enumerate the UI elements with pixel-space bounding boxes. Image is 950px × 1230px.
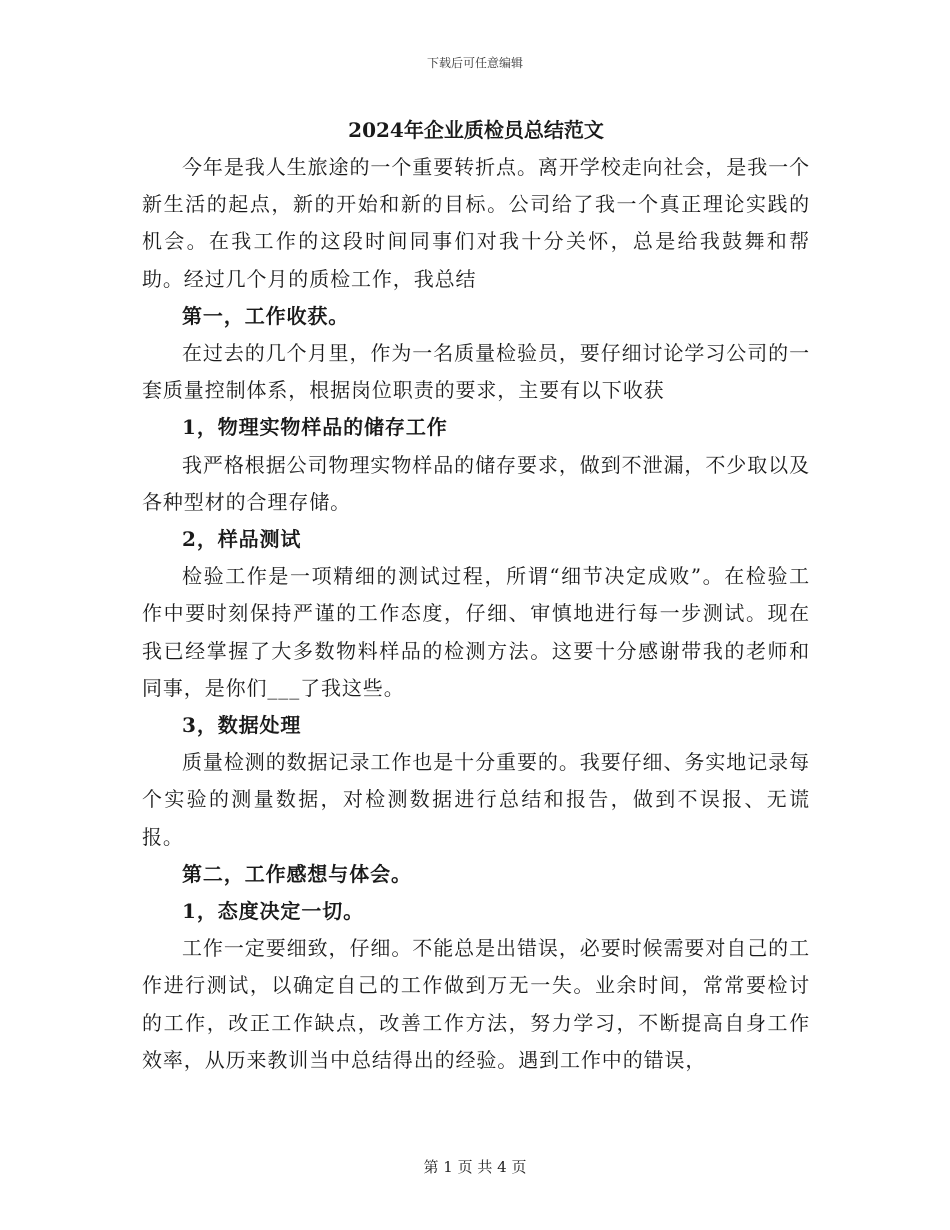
section-heading: 1，态度决定一切。 bbox=[182, 899, 365, 924]
body-paragraph: 今年是我人生旅途的一个重要转折点。离开学校走向社会，是我一个新生活的起点，新的开始和新的目标。公司给了我一个真正理论实践的机会。在我工作的这段时间同事们对我十分关怀，总是给我鼓舞和帮助。经过几个月的质检工作，我总结 bbox=[142, 155, 810, 291]
body-paragraph: 在过去的几个月里，作为一名质量检验员，要仔细讨论学习公司的一套质量控制体系，根据岗位职责的要求，主要有以下收获 bbox=[142, 341, 810, 403]
section-heading: 2，样品测试 bbox=[182, 527, 302, 552]
section-heading: 第二，工作感想与体会。 bbox=[182, 861, 412, 886]
body-paragraph: 工作一定要细致，仔细。不能总是出错误，必要时候需要对自己的工作进行测试，以确定自己的工作做到万无一失。业余时间，常常要检讨的工作，改正工作缺点，改善工作方法，努力学习，不断提高自身工作效率，从历来教训当中总结得出的经验。遇到工作中的错误， bbox=[142, 936, 810, 1072]
page-header: 下载后可任意编辑 bbox=[426, 56, 523, 70]
body-paragraph: 我严格根据公司物理实物样品的储存要求，做到不泄漏，不少取以及各种型材的合理存储。 bbox=[142, 452, 810, 514]
document-body bbox=[142, 112, 810, 1079]
document-title: 2024年企业质检员总结范文 bbox=[348, 118, 604, 142]
page-footer: 第 1 页 共 4 页 bbox=[423, 1158, 527, 1176]
section-heading: 1，物理实物样品的储存工作 bbox=[182, 415, 448, 440]
paragraph-list bbox=[142, 149, 810, 1079]
body-paragraph: 质量检测的数据记录工作也是十分重要的。我要仔细、务实地记录每个实验的测量数据，对检测数据进行总结和报告，做到不误报、无谎报。 bbox=[142, 750, 810, 849]
body-paragraph: 检验工作是一项精细的测试过程，所谓“细节决定成败”。在检验工作中要时刻保持严谨的工作态度，仔细、审慎地进行每一步测试。现在我已经掌握了大多数物料样品的检测方法。这要十分感谢带我的老师和同事，是你们___了我这些。 bbox=[142, 564, 810, 700]
section-heading: 3，数据处理 bbox=[182, 713, 302, 738]
section-heading: 第一，工作收获。 bbox=[182, 303, 350, 328]
